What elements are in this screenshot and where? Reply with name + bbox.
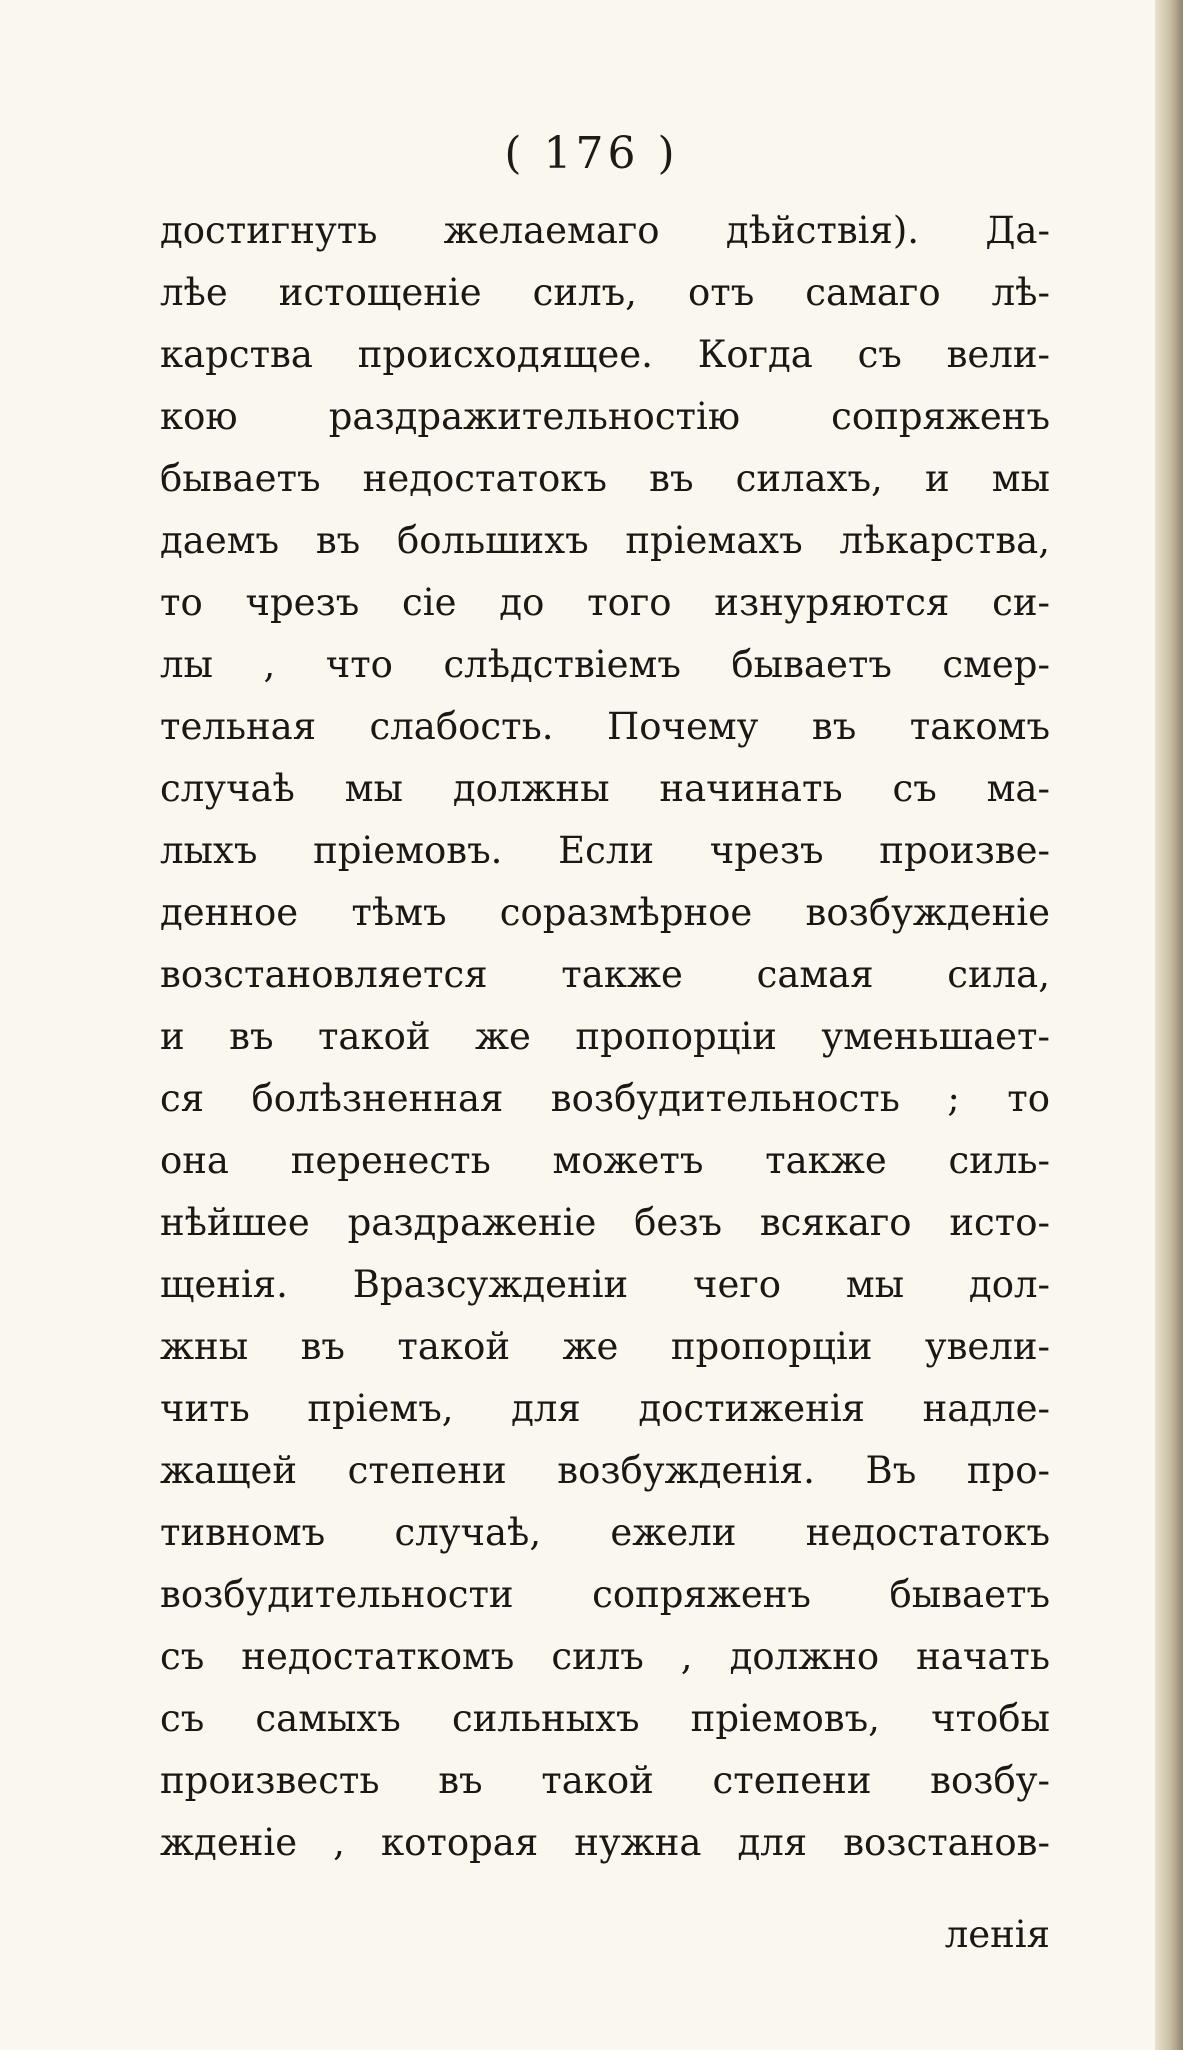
text-line: жащей степени возбужденія. Въ про- (160, 1449, 1050, 1492)
page-number: ( 176 ) (504, 128, 679, 179)
text-line: произвесть въ такой степени возбу- (160, 1759, 1050, 1802)
text-line: даемъ въ большихъ пріемахъ лѣкарства, (160, 519, 1050, 562)
text-line: кою раздражительностію сопряженъ (160, 395, 1050, 438)
text-line: лы , что слѣдствіемъ бываетъ смер- (160, 643, 1050, 686)
text-line: бываетъ недостатокъ въ силахъ, и мы (160, 457, 1050, 500)
page-edge (1155, 0, 1183, 2050)
text-line: щенія. Вразсужденіи чего мы дол- (160, 1263, 1050, 1306)
text-line: она перенесть можетъ также силь- (160, 1139, 1050, 1182)
text-line: карства происходящее. Когда съ вели- (160, 333, 1050, 376)
text-line: возстановляется также самая сила, (160, 953, 1050, 996)
text-line: съ недостаткомъ силъ , должно начать (160, 1635, 1050, 1678)
text-line: достигнуть желаемаго дѣйствія). Да- (160, 209, 1050, 252)
text-line: возбудительности сопряженъ бываетъ (160, 1573, 1050, 1616)
text-line: жденіе , которая нужна для возстанов- (160, 1821, 1050, 1864)
text-line: лыхъ пріемовъ. Если чрезъ произве- (160, 829, 1050, 872)
text-line: случаѣ мы должны начинать съ ма- (160, 767, 1050, 810)
text-line: тивномъ случаѣ, ежели недостатокъ (160, 1511, 1050, 1554)
text-line: лѣе истощеніе силъ, отъ самаго лѣ- (160, 271, 1050, 314)
text-line: и въ такой же пропорціи уменьшает- (160, 1015, 1050, 1058)
text-line: ся болѣзненная возбудительность ; то (160, 1077, 1050, 1120)
text-line: тельная слабость. Почему въ такомъ (160, 705, 1050, 748)
text-line: то чрезъ сіе до того изнуряются си- (160, 581, 1050, 624)
catchword: ленія (944, 1913, 1050, 1956)
text-line: съ самыхъ сильныхъ пріемовъ, чтобы (160, 1697, 1050, 1740)
text-line: чить пріемъ, для достиженія надле- (160, 1387, 1050, 1430)
text-line: жны въ такой же пропорціи увели- (160, 1325, 1050, 1368)
text-line: денное тѣмъ соразмѣрное возбужденіе (160, 891, 1050, 934)
text-line: нѣйшее раздраженіе безъ всякаго исто- (160, 1201, 1050, 1244)
